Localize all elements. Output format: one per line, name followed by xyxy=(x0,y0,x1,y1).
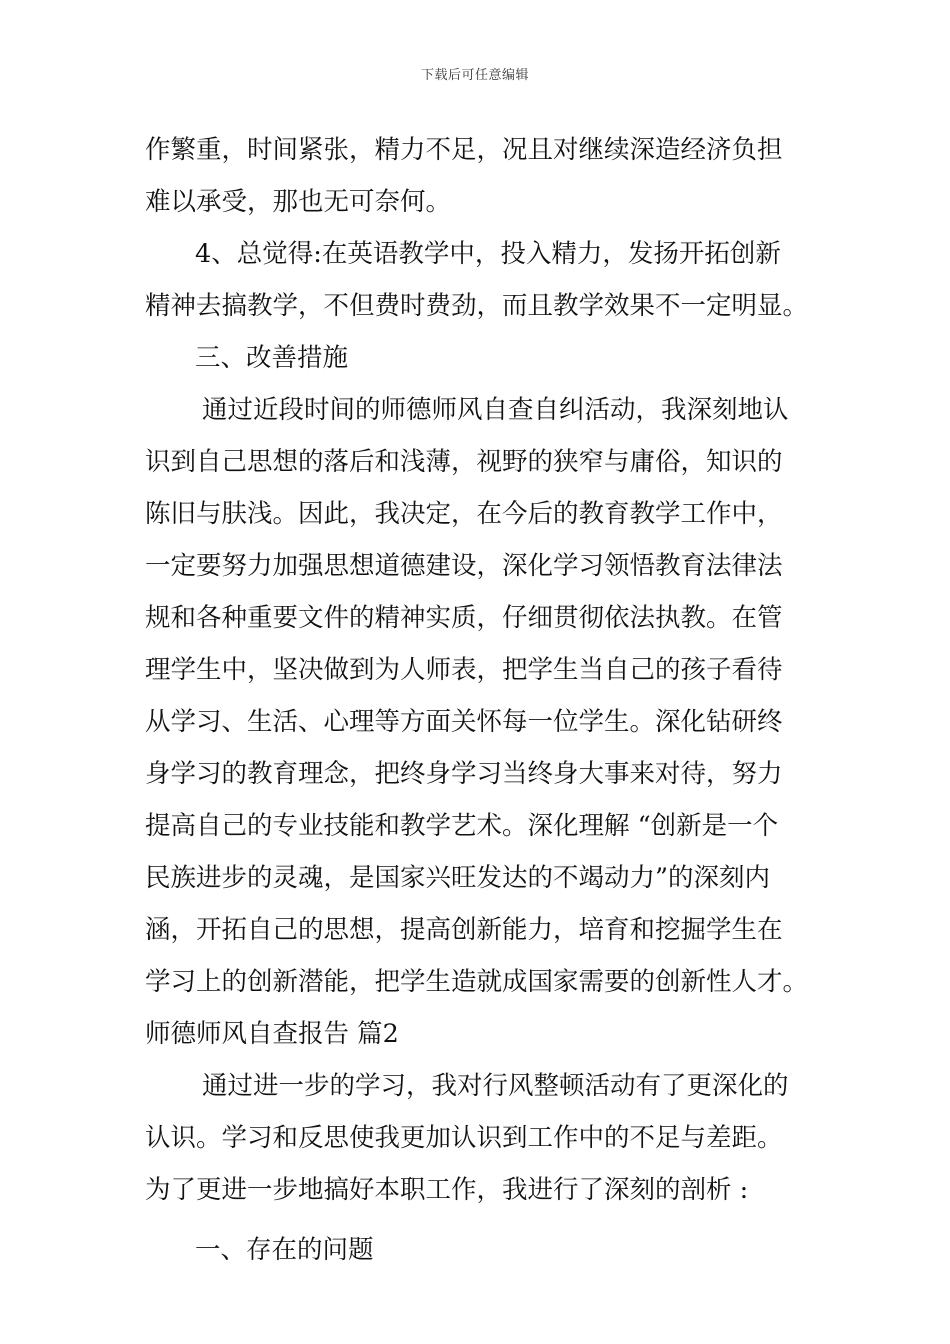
text-line: 识到自己思想的落后和浅薄，视野的狭窄与庸俗，知识的 xyxy=(145,447,783,477)
text-line: 提高自己的专业技能和教学艺术。深化理解 “创新是一个 xyxy=(145,811,779,841)
text-line: 陈旧与肤浅。因此，我决定，在今后的教育教学工作中， xyxy=(145,499,783,529)
text-line: 民族进步的灵魂，是国家兴旺发达的不竭动力”的深刻内 xyxy=(145,863,771,893)
text-line: 4、总觉得:在英语教学中，投入精力，发扬开拓创新 xyxy=(195,239,781,269)
text-line: 身学习的教育理念，把终身学习当终身大事来对待，努力 xyxy=(145,759,783,789)
text-line: 通过近段时间的师德师风自查自纠活动，我深刻地认 xyxy=(202,395,789,425)
text-line: 为了更进一步地搞好本职工作，我进行了深刻的剖析 : xyxy=(145,1175,749,1205)
document-body xyxy=(145,124,810,1276)
page-header: 下载后可任意编辑 xyxy=(420,68,529,83)
text-line: 理学生中，坚决做到为人师表，把学生当自己的孩子看待 xyxy=(145,655,783,685)
spacer xyxy=(145,1216,810,1224)
section-heading: 三、改善措施 xyxy=(195,343,349,373)
section-title: 师德师风自查报告 篇2 xyxy=(145,1019,399,1049)
section-heading: 一、存在的问题 xyxy=(195,1235,374,1265)
text-line: 一定要努力加强思想道德建设，深化学习领悟教育法律法 xyxy=(145,551,783,581)
text-line: 涵，开拓自己的思想，提高创新能力，培育和挖掘学生在 xyxy=(145,915,783,945)
text-line: 精神去搞教学，不但费时费劲，而且教学效果不一定明显。 xyxy=(145,291,809,321)
text-line: 难以承受，那也无可奈何。 xyxy=(145,187,452,217)
text-line: 学习上的创新潜能，把学生造就成国家需要的创新性人才。 xyxy=(145,967,809,997)
text-line: 认识。学习和反思使我更加认识到工作中的不足与差距。 xyxy=(145,1123,783,1153)
text-line: 从学习、生活、心理等方面关怀每一位学生。深化钻研终 xyxy=(145,707,783,737)
text-line: 规和各种重要文件的精神实质，仔细贯彻依法执教。在管 xyxy=(145,603,783,633)
text-line: 通过进一步的学习，我对行风整顿活动有了更深化的 xyxy=(202,1071,789,1101)
text-line: 作繁重，时间紧张，精力不足，况且对继续深造经济负担 xyxy=(145,135,783,165)
